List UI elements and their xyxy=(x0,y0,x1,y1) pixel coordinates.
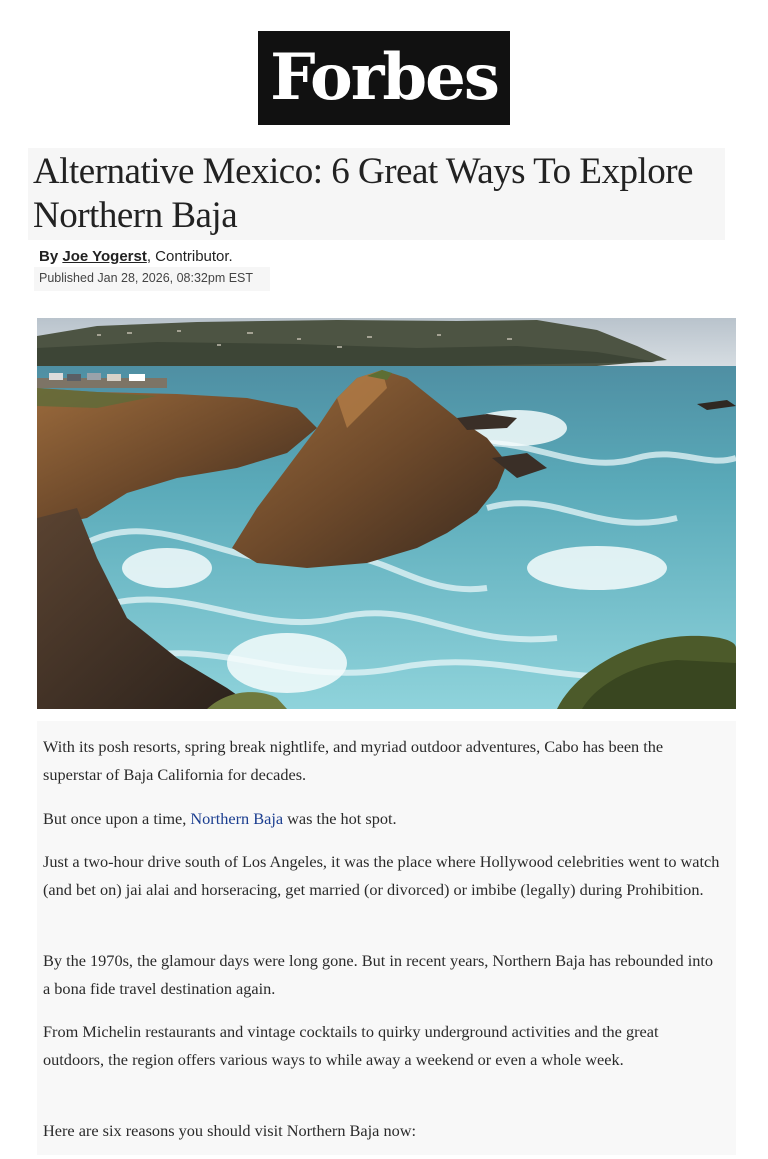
paragraph-6: Here are six reasons you should visit Northern Baja now: xyxy=(43,1121,417,1140)
coastal-landscape-photo-icon xyxy=(37,318,736,709)
byline xyxy=(39,248,233,265)
author-role: , Contributor. xyxy=(146,248,233,265)
paragraph-5: From Michelin restaurants and vintage cocktails to quirky underground activities and the great outdoors, the region offers various ways to while away a weekend or even a whole week. xyxy=(43,1022,659,1069)
dateline-container xyxy=(34,267,270,291)
paragraph-4: By the 1970s, the glamour days were long gone. But in recent years, Northern Baja has rebounded into a bona fide travel destination again. xyxy=(43,951,714,998)
logo-text: Forbes xyxy=(270,40,498,115)
paragraph-2 xyxy=(43,805,723,833)
paragraph-1: With its posh resorts, spring break nightlife, and myriad outdoor adventures, Cabo has been the superstar of Baja California for decades. xyxy=(43,737,664,784)
northern-baja-link[interactable]: Northern Baja xyxy=(190,809,284,828)
paragraph-3: Just a two-hour drive south of Los Angeles, it was the place where Hollywood celebrities went to watch (and bet on) jai alai and horseracing, get married (or divorced) or imbibe (legally) during Prohibition. xyxy=(43,852,720,899)
byline-prefix: By xyxy=(39,248,59,265)
paragraph-2-text-before: But once upon a time, xyxy=(43,809,191,828)
published-date: Published Jan 28, 2026, 08:32pm EST xyxy=(39,271,254,285)
article-headline: Alternative Mexico: 6 Great Ways To Explore Northern Baja xyxy=(33,151,693,236)
forbes-logo[interactable] xyxy=(258,31,510,125)
article-body xyxy=(37,721,736,1155)
paragraph-2-text-after: was the hot spot. xyxy=(283,809,397,828)
headline-container xyxy=(28,148,725,240)
author-link[interactable]: Joe Yogerst xyxy=(62,248,147,265)
hero-image xyxy=(37,318,736,709)
